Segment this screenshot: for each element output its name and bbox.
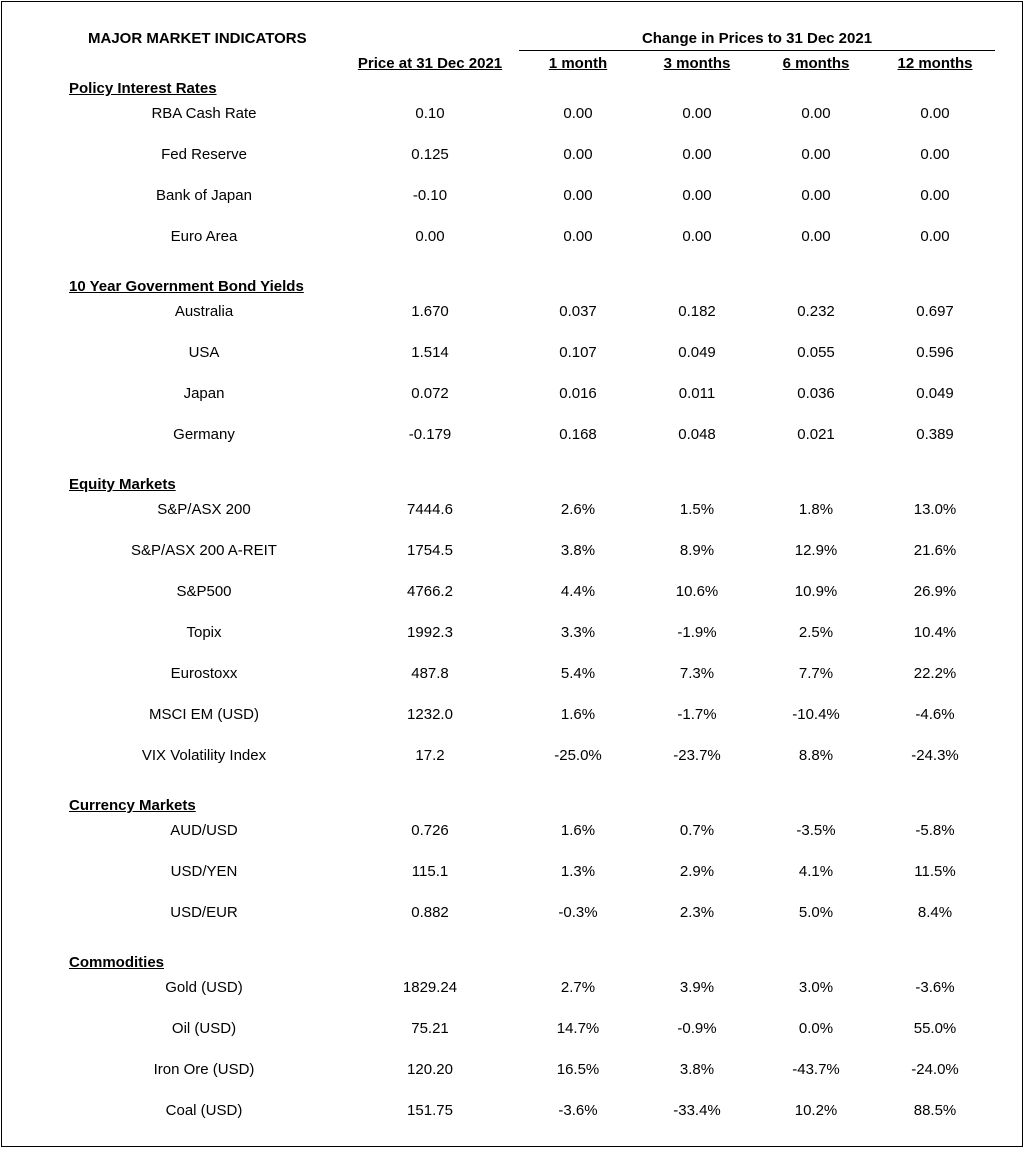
col-1-month-value: 0.00 — [563, 146, 593, 163]
col-6-months-value: 4.1% — [798, 863, 834, 880]
row-label: S&P/ASX 200 — [157, 501, 251, 518]
col-1-month-value: -3.6% — [558, 1102, 598, 1119]
col-6-months-value: 10.9% — [794, 583, 838, 600]
col-3-months-value: -23.7% — [673, 747, 721, 764]
col-6-months-header: 6 months — [782, 55, 850, 72]
col-6-months-value: 12.9% — [794, 542, 838, 559]
col-12-months-value: 10.4% — [913, 624, 957, 641]
row-label: Bank of Japan — [156, 187, 252, 204]
col-12-months-value: -24.0% — [911, 1061, 959, 1078]
section-title: 10 Year Government Bond Yields — [69, 278, 304, 295]
col-price-value: 115.1 — [411, 863, 449, 880]
col-price-value: 1829.24 — [402, 979, 458, 996]
col-price-value: 1232.0 — [407, 706, 453, 723]
col-12-months-value: 0.00 — [920, 187, 950, 204]
col-12-months-value: 22.2% — [913, 665, 957, 682]
col-6-months-value: 8.8% — [798, 747, 834, 764]
col-3-months-value: 1.5% — [679, 501, 715, 518]
col-12-months-value: -4.6% — [915, 706, 955, 723]
col-1-month-value: 1.6% — [560, 822, 596, 839]
col-3-months-value: 0.7% — [679, 822, 715, 839]
col-price-header: Price at 31 Dec 2021 — [357, 55, 503, 72]
row-label: Germany — [173, 426, 235, 443]
col-1-month-value: 0.037 — [559, 303, 597, 320]
row-label: VIX Volatility Index — [141, 747, 267, 764]
col-6-months-value: 0.036 — [797, 385, 835, 402]
row-label: AUD/USD — [170, 822, 238, 839]
table-frame — [1, 1, 1023, 1147]
col-6-months-value: 0.232 — [797, 303, 835, 320]
col-12-months-value: 13.0% — [913, 501, 957, 518]
col-price-value: 1754.5 — [407, 542, 453, 559]
col-price-value: 487.8 — [411, 665, 449, 682]
row-label: Gold (USD) — [165, 979, 243, 996]
row-label: Fed Reserve — [161, 146, 247, 163]
col-12-months-value: -3.6% — [915, 979, 955, 996]
col-1-month-value: 3.8% — [560, 542, 596, 559]
change-header: Change in Prices to 31 Dec 2021 — [641, 30, 873, 47]
col-1-month-value: 2.6% — [560, 501, 596, 518]
col-6-months-value: -3.5% — [796, 822, 836, 839]
col-1-month-value: 3.3% — [560, 624, 596, 641]
col-3-months-value: 7.3% — [679, 665, 715, 682]
col-1-month-value: 0.107 — [559, 344, 597, 361]
col-12-months-value: 0.389 — [916, 426, 954, 443]
col-price-value: 151.75 — [407, 1102, 453, 1119]
col-price-value: -0.179 — [408, 426, 452, 443]
col-1-month-value: 0.00 — [563, 187, 593, 204]
col-3-months-value: 3.9% — [679, 979, 715, 996]
col-12-months-value: 8.4% — [917, 904, 953, 921]
section-title: Currency Markets — [69, 797, 196, 814]
col-1-month-value: 14.7% — [556, 1020, 600, 1037]
col-3-months-value: 0.00 — [682, 187, 712, 204]
col-6-months-value: 3.0% — [798, 979, 834, 996]
col-12-months-value: 0.049 — [916, 385, 954, 402]
col-price-value: 1.514 — [411, 344, 449, 361]
col-1-month-header: 1 month — [548, 55, 608, 72]
col-price-value: 0.072 — [411, 385, 449, 402]
col-3-months-value: 0.00 — [682, 105, 712, 122]
col-3-months-value: 0.182 — [678, 303, 716, 320]
col-6-months-value: 0.00 — [801, 146, 831, 163]
row-label: Coal (USD) — [165, 1102, 243, 1119]
col-12-months-value: 88.5% — [913, 1102, 957, 1119]
col-1-month-value: 0.00 — [563, 228, 593, 245]
col-3-months-value: 8.9% — [679, 542, 715, 559]
col-6-months-value: 0.021 — [797, 426, 835, 443]
col-6-months-value: 0.00 — [801, 228, 831, 245]
section-title: Equity Markets — [69, 476, 176, 493]
col-price-value: -0.10 — [412, 187, 448, 204]
col-3-months-value: -33.4% — [673, 1102, 721, 1119]
col-6-months-value: 1.8% — [798, 501, 834, 518]
col-12-months-value: -5.8% — [915, 822, 955, 839]
col-price-value: 0.125 — [411, 146, 449, 163]
col-3-months-value: 0.011 — [678, 385, 716, 402]
row-label: Oil (USD) — [171, 1020, 237, 1037]
col-price-value: 0.10 — [415, 105, 445, 122]
col-3-months-value: 10.6% — [675, 583, 719, 600]
col-3-months-value: 0.048 — [678, 426, 716, 443]
col-6-months-value: -43.7% — [792, 1061, 840, 1078]
row-label: Euro Area — [170, 228, 238, 245]
col-3-months-value: -0.9% — [677, 1020, 717, 1037]
col-3-months-header: 3 months — [663, 55, 731, 72]
col-12-months-value: 0.00 — [920, 105, 950, 122]
col-12-months-header: 12 months — [897, 55, 973, 72]
col-1-month-value: 16.5% — [556, 1061, 600, 1078]
col-1-month-value: 4.4% — [560, 583, 596, 600]
col-1-month-value: -25.0% — [554, 747, 602, 764]
col-12-months-value: 11.5% — [914, 863, 956, 880]
change-header-rule — [519, 50, 995, 51]
col-1-month-value: 0.00 — [563, 105, 593, 122]
col-3-months-value: 0.00 — [682, 146, 712, 163]
col-3-months-value: 0.00 — [682, 228, 712, 245]
row-label: S&P500 — [176, 583, 232, 600]
col-price-value: 0.726 — [411, 822, 449, 839]
col-price-value: 120.20 — [407, 1061, 453, 1078]
col-price-value: 0.882 — [411, 904, 449, 921]
col-price-value: 0.00 — [415, 228, 445, 245]
col-12-months-value: -24.3% — [911, 747, 959, 764]
col-12-months-value: 0.596 — [916, 344, 954, 361]
col-6-months-value: 0.00 — [801, 187, 831, 204]
col-1-month-value: 0.016 — [559, 385, 597, 402]
col-12-months-value: 0.00 — [920, 228, 950, 245]
col-6-months-value: 2.5% — [798, 624, 834, 641]
page-title: MAJOR MARKET INDICATORS — [88, 30, 307, 47]
row-label: RBA Cash Rate — [151, 105, 257, 122]
col-6-months-value: -10.4% — [792, 706, 840, 723]
col-price-value: 4766.2 — [407, 583, 453, 600]
col-6-months-value: 0.00 — [801, 105, 831, 122]
col-1-month-value: 2.7% — [560, 979, 596, 996]
col-3-months-value: -1.9% — [677, 624, 717, 641]
col-12-months-value: 21.6% — [913, 542, 957, 559]
row-label: MSCI EM (USD) — [149, 706, 259, 723]
col-3-months-value: -1.7% — [677, 706, 717, 723]
col-price-value: 75.21 — [411, 1020, 449, 1037]
row-label: Topix — [186, 624, 222, 641]
row-label: USD/EUR — [170, 904, 238, 921]
col-3-months-value: 2.9% — [679, 863, 715, 880]
col-12-months-value: 55.0% — [913, 1020, 957, 1037]
col-3-months-value: 2.3% — [679, 904, 715, 921]
col-1-month-value: -0.3% — [558, 904, 598, 921]
col-1-month-value: 1.3% — [560, 863, 596, 880]
col-1-month-value: 1.6% — [560, 706, 596, 723]
col-3-months-value: 3.8% — [679, 1061, 715, 1078]
col-6-months-value: 7.7% — [798, 665, 834, 682]
col-price-value: 1992.3 — [407, 624, 453, 641]
row-label: USD/YEN — [170, 863, 238, 880]
col-6-months-value: 0.0% — [798, 1020, 834, 1037]
col-12-months-value: 0.697 — [916, 303, 954, 320]
section-title: Policy Interest Rates — [69, 80, 217, 97]
row-label: Japan — [183, 385, 225, 402]
section-title: Commodities — [69, 954, 165, 971]
col-12-months-value: 26.9% — [913, 583, 957, 600]
col-1-month-value: 5.4% — [560, 665, 596, 682]
row-label: S&P/ASX 200 A-REIT — [131, 542, 277, 559]
col-12-months-value: 0.00 — [920, 146, 950, 163]
col-3-months-value: 0.049 — [678, 344, 716, 361]
col-1-month-value: 0.168 — [559, 426, 597, 443]
col-6-months-value: 5.0% — [798, 904, 834, 921]
row-label: USA — [188, 344, 220, 361]
row-label: Iron Ore (USD) — [153, 1061, 255, 1078]
col-price-value: 1.670 — [411, 303, 449, 320]
row-label: Eurostoxx — [170, 665, 238, 682]
col-6-months-value: 0.055 — [797, 344, 835, 361]
row-label: Australia — [174, 303, 234, 320]
col-price-value: 7444.6 — [407, 501, 453, 518]
col-6-months-value: 10.2% — [794, 1102, 838, 1119]
col-price-value: 17.2 — [415, 747, 445, 764]
